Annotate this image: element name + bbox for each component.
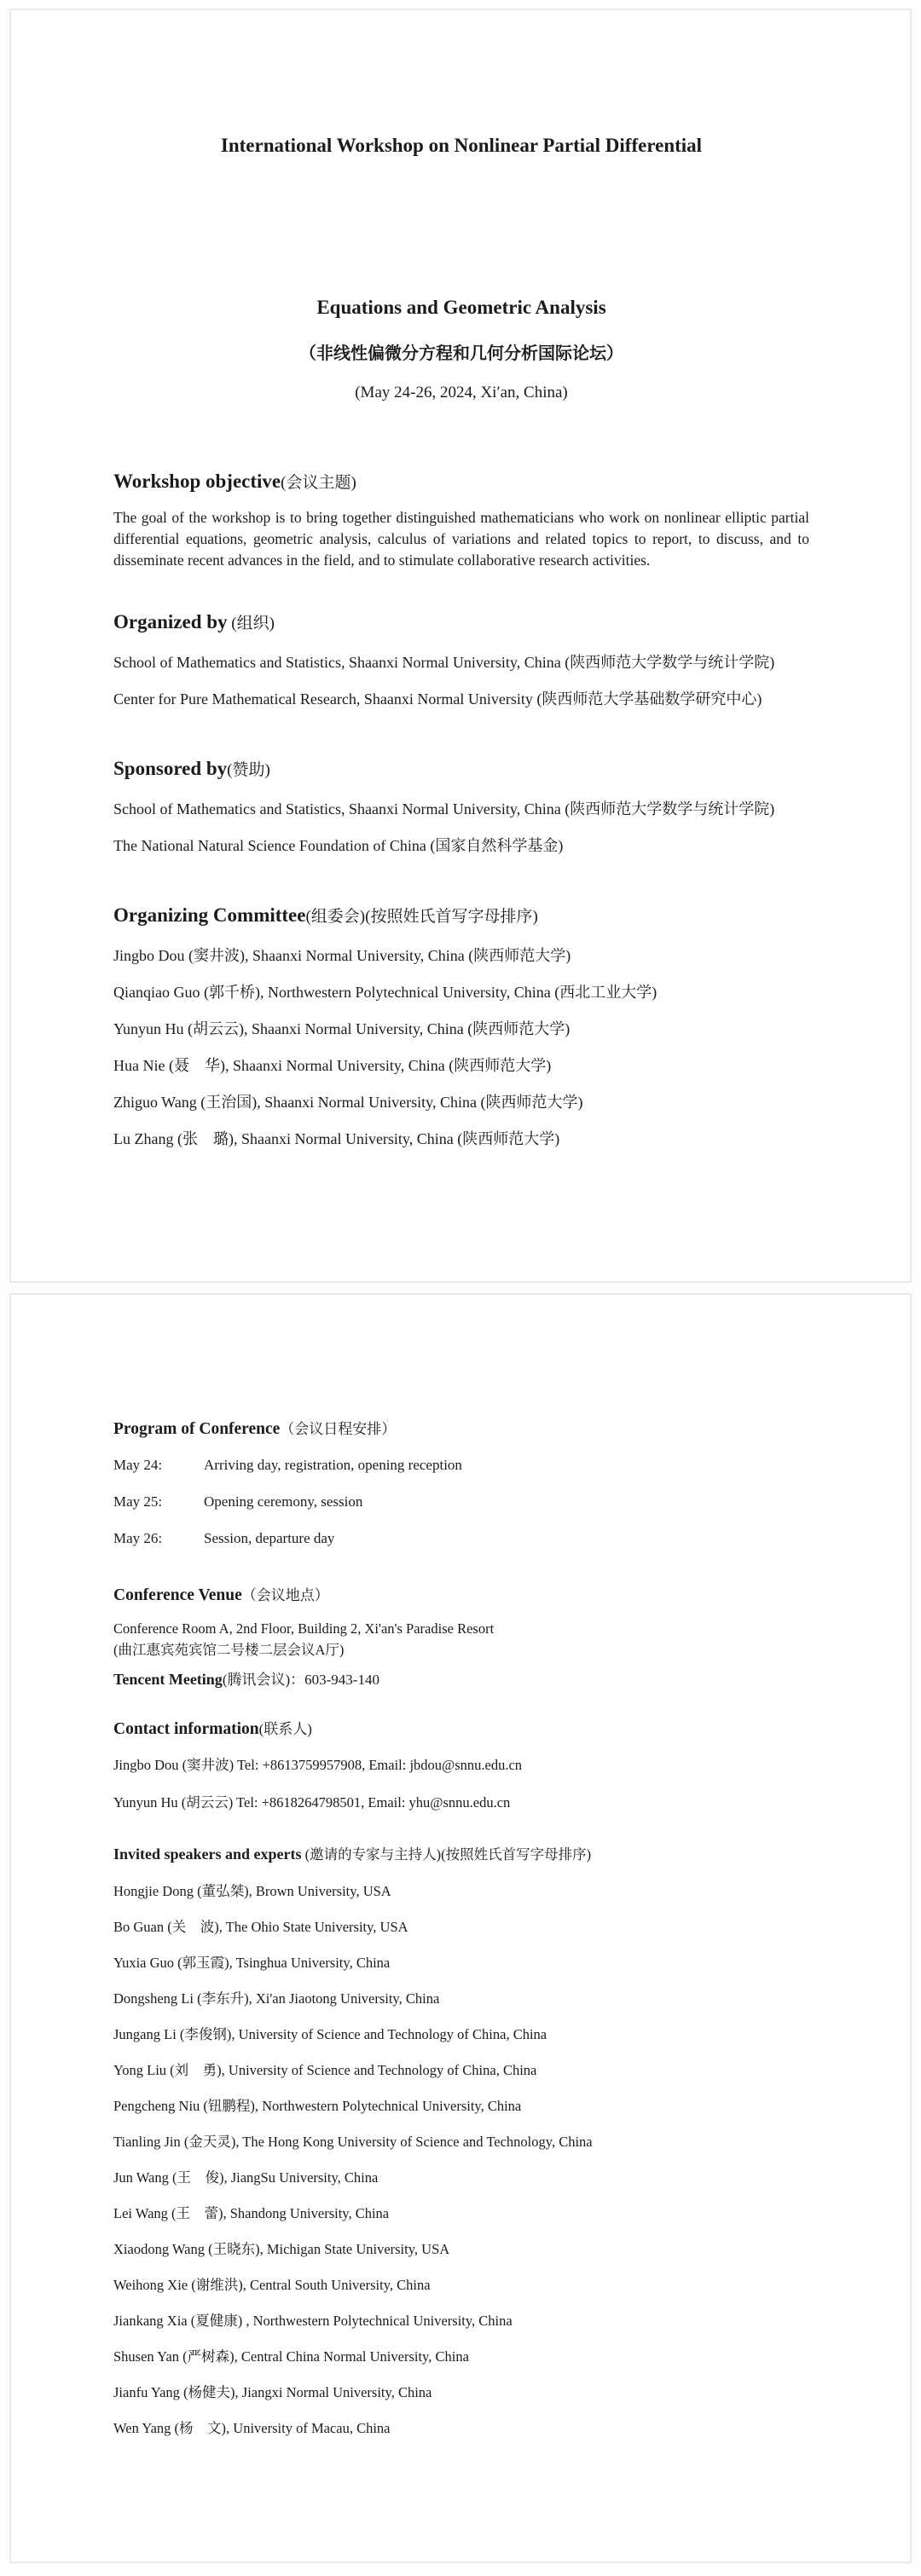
heading-en: Invited speakers and experts (113, 1845, 302, 1863)
heading-zh: (组织) (227, 615, 275, 632)
speaker-item: Pengcheng Niu (钮鹏程), Northwestern Polytechnical University, China (113, 2098, 522, 2114)
section-contact (113, 1713, 809, 1822)
sponsored-by-list (113, 791, 809, 864)
organizer-item: Center for Pure Mathematical Research, Shaanxi Normal University (陕西师范大学基础数学研究中心) (113, 690, 762, 708)
sponsor-item: School of Mathematics and Statistics, Shaanxi Normal University, China (陕西师范大学数学与统计学院) (113, 800, 775, 817)
page-1-content (11, 119, 910, 1158)
section-organized-by (113, 605, 809, 718)
heading-en: Organized by (113, 611, 228, 632)
program-day-label: May 25: (113, 1493, 163, 1510)
heading-zh: (邀请的专家与主持人)(按照姓氏首写字母排序) (301, 1846, 592, 1863)
speaker-item: Jun Wang (王 俊), JiangSu University, China (113, 2169, 379, 2186)
venue-address-line-chinese: (曲江惠宾苑宾馆二号楼二层会议A厅) (113, 1642, 345, 1658)
document-date-location: (May 24-26, 2024, Xi′an, China) (355, 384, 568, 401)
heading-en: Conference Venue (113, 1586, 242, 1604)
program-day-row (113, 1520, 809, 1557)
contact-list (113, 1747, 809, 1822)
speaker-item: Yuxia Guo (郭玉霞), Tsinghua University, China (113, 1955, 391, 1971)
heading-en: Program of Conference (113, 1420, 281, 1438)
page-2-content (11, 1295, 910, 2446)
workshop-objective-paragraph: The goal of the workshop is to bring together distinguished mathematicians who work on nonlinear elliptic partial differential equations, geometric analysis, calculus of variations and related topics to report, to discuss, and to disseminate recent advances in the field, and to stimulate collaborative research activities. (113, 509, 809, 569)
section-workshop-objective (113, 465, 809, 571)
heading-en: Organizing Committee (113, 904, 306, 926)
speaker-item: Jianfu Yang (杨健夫), Jiangxi Normal University, China (113, 2384, 432, 2400)
committee-member: Yunyun Hu (胡云云), Shaanxi Normal University, China (陕西师范大学) (113, 1020, 571, 1037)
heading-zh: (赞助) (227, 761, 270, 779)
speaker-item: Lei Wang (王 蕾), Shandong University, China (113, 2205, 390, 2221)
organizer-item: School of Mathematics and Statistics, Shaanxi Normal University, China (陕西师范大学数学与统计学院) (113, 654, 775, 671)
organized-by-list (113, 644, 809, 718)
committee-member: Jingbo Dou (窦井波), Shaanxi Normal University, China (陕西师范大学) (113, 947, 571, 964)
tencent-meeting-row (113, 1667, 809, 1692)
organizing-committee-heading (113, 898, 809, 934)
heading-zh: (组委会)(按照姓氏首写字母排序) (305, 908, 538, 926)
speaker-item: Shusen Yan (严树森), Central China Normal University, China (113, 2348, 469, 2365)
speaker-item: Hongjie Dong (董弘桀), Brown University, USA (113, 1883, 391, 1899)
heading-zh: (联系人) (258, 1721, 312, 1737)
document-title-line-2: Equations and Geometric Analysis (316, 297, 606, 318)
workshop-objective-heading (113, 465, 809, 500)
speaker-item: Tianling Jin (金天灵), The Hong Kong University of Science and Technology, China (113, 2134, 593, 2150)
committee-member: Hua Nie (聂 华), Shaanxi Normal University, China (陕西师范大学) (113, 1057, 552, 1074)
page-2 (9, 1293, 912, 2563)
speaker-list (113, 1874, 809, 2446)
program-list (113, 1447, 809, 1557)
program-day-row (113, 1483, 809, 1520)
section-sponsored-by (113, 752, 809, 864)
committee-member: Lu Zhang (张 璐), Shaanxi Normal University, China (陕西师范大学) (113, 1130, 560, 1147)
heading-en: Sponsored by (113, 758, 228, 779)
page-1 (9, 9, 912, 1283)
program-day-desc: Opening ceremony, session (204, 1493, 363, 1510)
speaker-item: Dongsheng Li (李东升), Xi'an Jiaotong University, China (113, 1990, 440, 2007)
committee-member: Qianqiao Guo (郭千桥), Northwestern Polytechnical University, China (西北工业大学) (113, 984, 657, 1001)
committee-member: Zhiguo Wang (王治国), Shaanxi Normal University, China (陕西师范大学) (113, 1094, 583, 1111)
organized-by-heading (113, 605, 809, 641)
speaker-item: Yong Liu (刘 勇), University of Science and Technology of China, China (113, 2062, 537, 2078)
heading-zh: (会议主题) (281, 474, 356, 492)
sponsor-item: The National Natural Science Foundation of China (国家自然科学基金) (113, 837, 564, 854)
section-invited-speakers (113, 1837, 809, 2446)
section-program (113, 1412, 809, 1557)
invited-speakers-heading (113, 1837, 809, 1872)
program-day-row (113, 1447, 809, 1483)
heading-zh: （会议地点） (241, 1587, 329, 1603)
contact-person: Jingbo Dou (窦井波) Tel: +8613759957908, Email: jbdou@snnu.edu.cn (113, 1757, 523, 1773)
committee-member-list (113, 938, 809, 1158)
heading-en: Contact information (113, 1720, 259, 1738)
document-title-chinese: （非线性偏微分方程和几何分析国际论坛） (299, 344, 623, 363)
contact-person: Yunyun Hu (胡云云) Tel: +8618264798501, Email: yhu@snnu.edu.cn (113, 1794, 511, 1811)
program-day-desc: Arriving day, registration, opening reception (204, 1457, 462, 1473)
speaker-item: Jiankang Xia (夏健康) , Northwestern Polytechnical University, China (113, 2313, 513, 2329)
program-day-label: May 24: (113, 1457, 163, 1473)
program-heading (113, 1412, 809, 1447)
document-title-line-1: International Workshop on Nonlinear Partial Differential (220, 135, 703, 156)
tencent-meeting-label: Tencent Meeting (113, 1671, 223, 1688)
speaker-item: Wen Yang (杨 文), University of Macau, China (113, 2420, 391, 2436)
speaker-item: Xiaodong Wang (王晓东), Michigan State University, USA (113, 2241, 450, 2257)
program-day-label: May 26: (113, 1530, 163, 1546)
venue-heading (113, 1579, 809, 1613)
speaker-item: Bo Guan (关 波), The Ohio State University, USA (113, 1919, 408, 1935)
section-venue (113, 1579, 809, 1692)
speaker-item: Jungang Li (李俊钢), University of Science and Technology of China, China (113, 2026, 547, 2042)
tencent-meeting-label-chinese: (腾讯会议)： (222, 1672, 305, 1688)
contact-heading (113, 1713, 809, 1747)
heading-zh: （会议日程安排） (280, 1421, 397, 1437)
tencent-meeting-id: 603-943-140 (304, 1672, 379, 1688)
section-organizing-committee (113, 898, 809, 1158)
heading-en: Workshop objective (113, 471, 281, 492)
program-day-desc: Session, departure day (204, 1530, 335, 1546)
sponsored-by-heading (113, 752, 809, 788)
venue-address (113, 1618, 809, 1661)
speaker-item: Weihong Xie (谢维洪), Central South University, China (113, 2277, 431, 2293)
venue-address-line: Conference Room A, 2nd Floor, Building 2, Xi'an's Paradise Resort (113, 1620, 495, 1637)
